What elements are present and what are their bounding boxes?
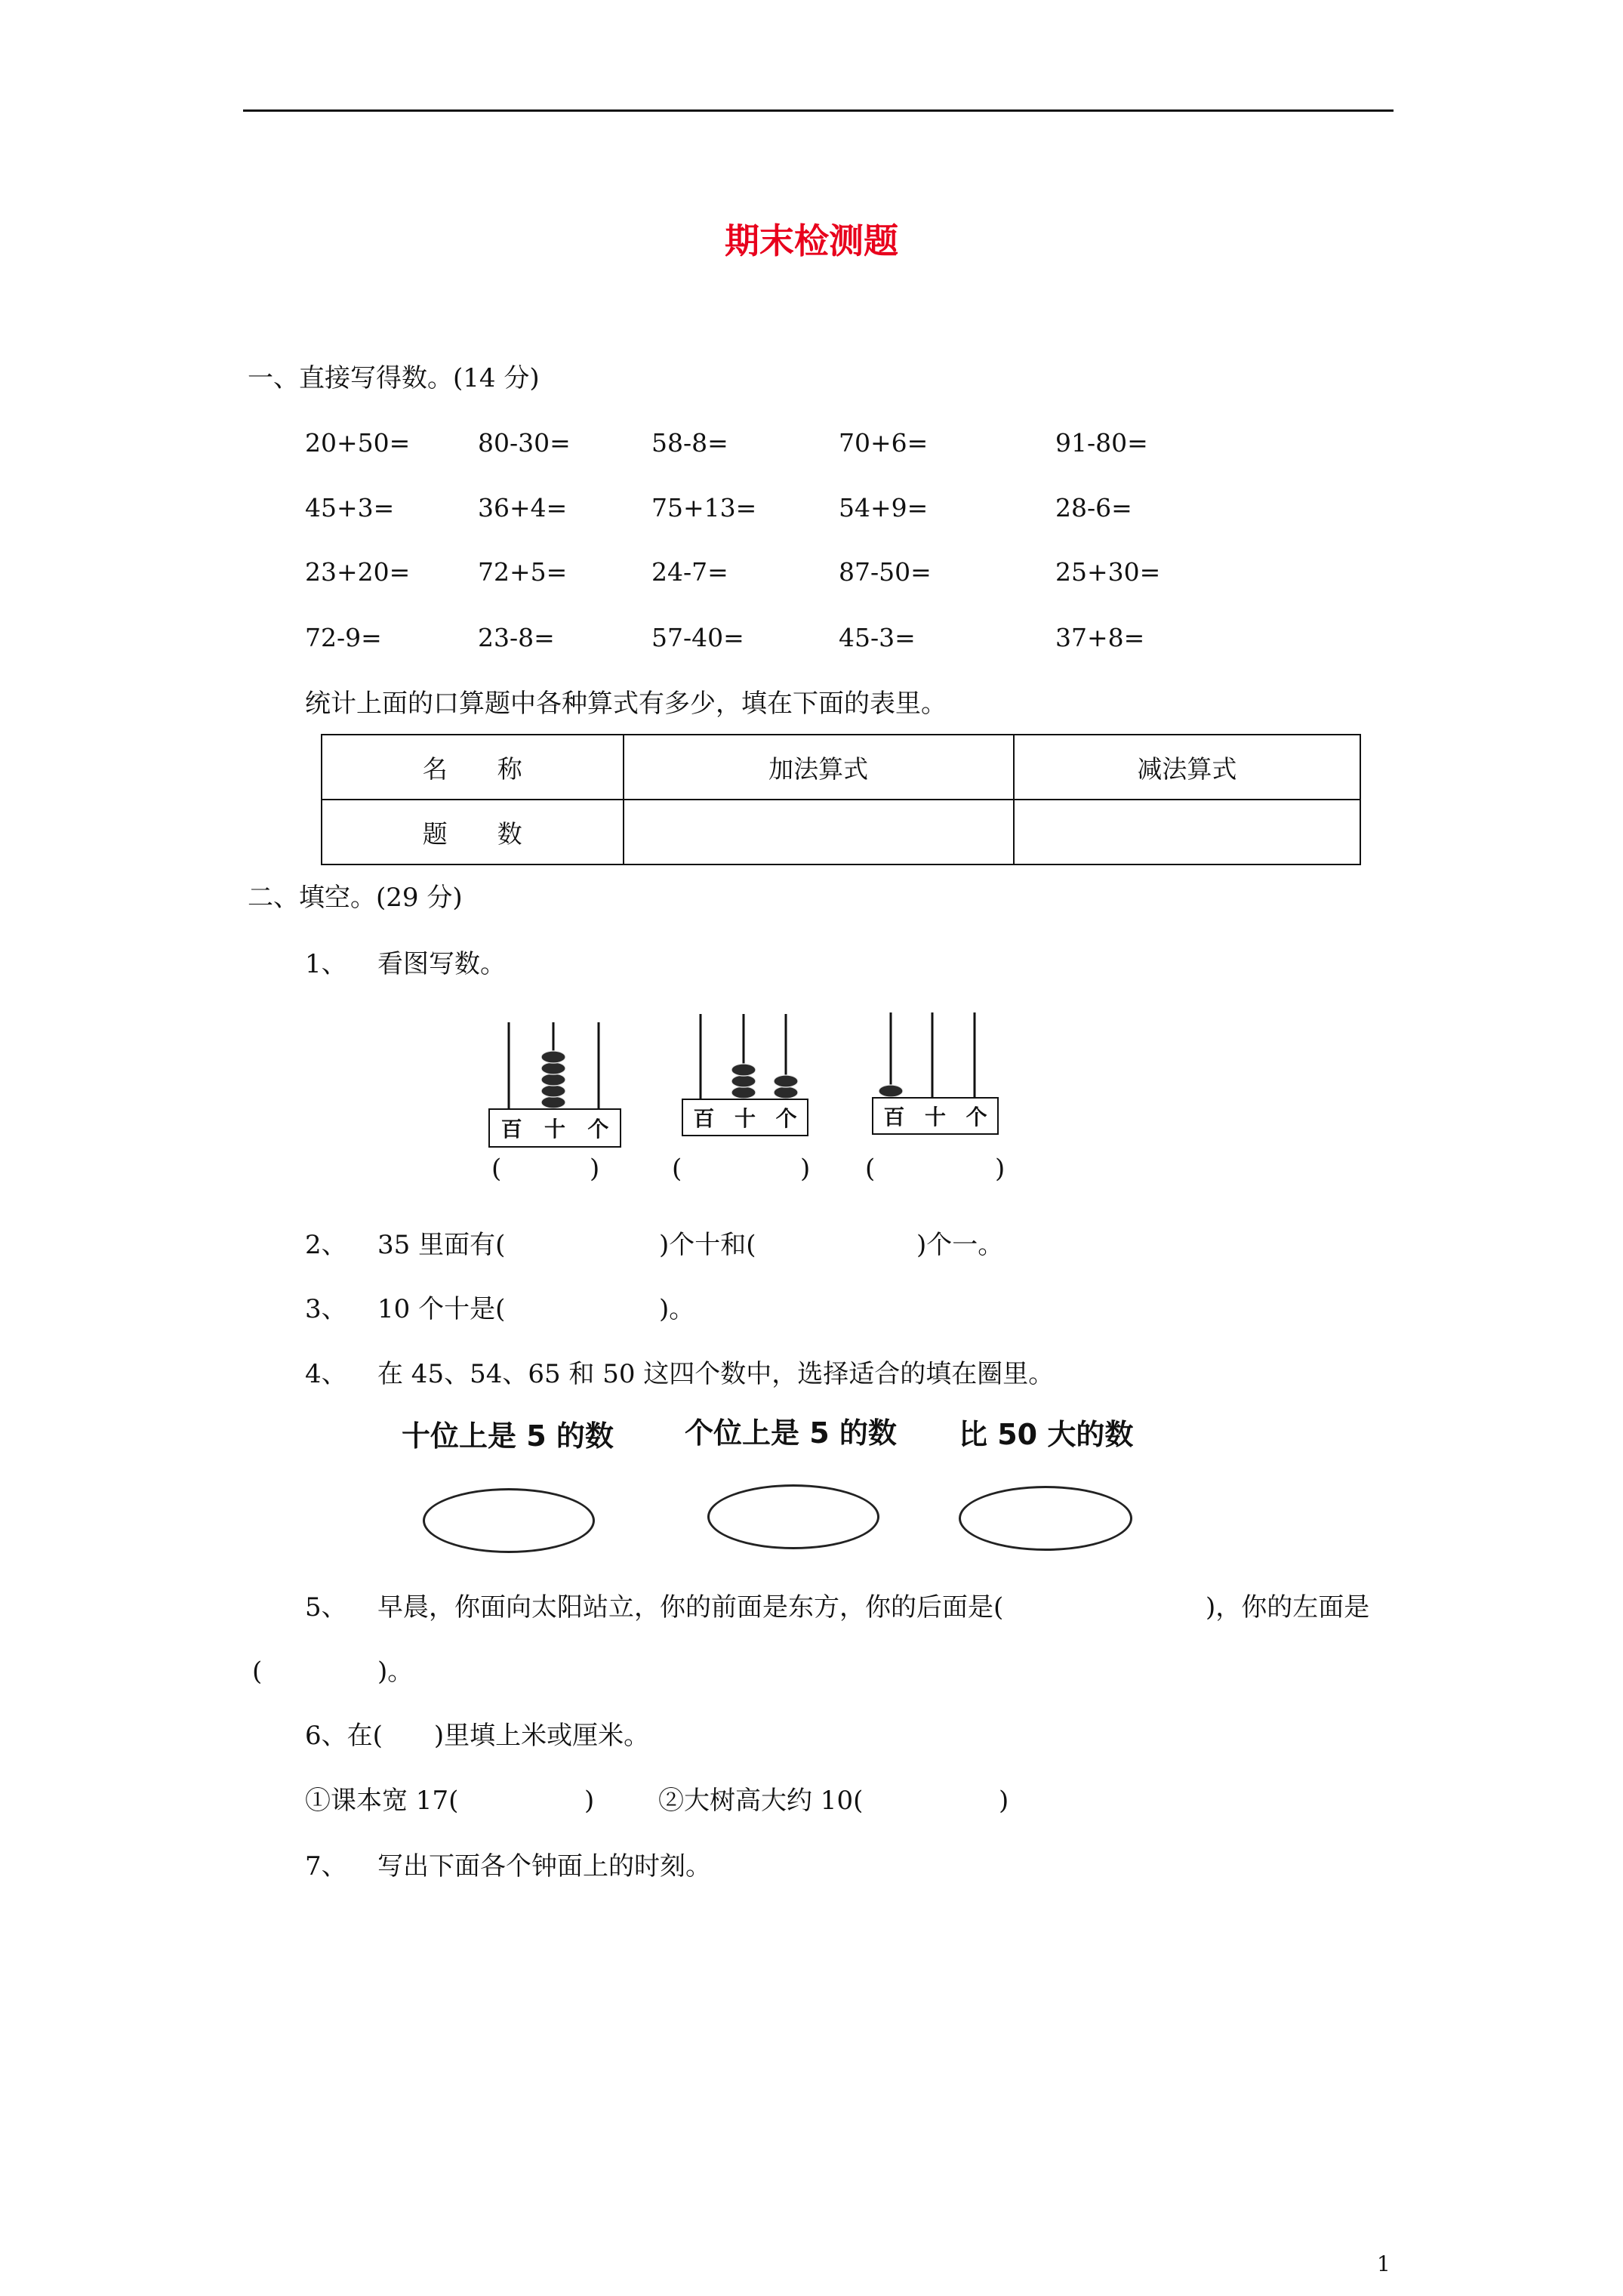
circle-label-greater-50: 比 50 大的数 [959, 1418, 1134, 1451]
abacus-bead [541, 1085, 565, 1097]
q6-item-1-close: ) [584, 1786, 595, 1816]
abacus-label-ones: 个 [587, 1117, 609, 1142]
circle-label-ones-5: 个位上是 5 的数 [685, 1416, 897, 1450]
q6-item-2-close: ) [999, 1786, 1009, 1816]
section2-heading: 二、填空。(29 分) [248, 883, 463, 913]
abacus-label-hundreds: 百 [693, 1106, 715, 1131]
q6-item-2: ②大树高大约 10( [658, 1786, 864, 1816]
abacus-label-3 [872, 1097, 999, 1135]
abacus-label-hundreds: 百 [883, 1105, 905, 1130]
abacus-label-ones: 个 [775, 1106, 797, 1131]
calc-item: 80-30= [478, 428, 571, 458]
section1-heading: 一、直接写得数。(14 分) [248, 363, 540, 393]
q2-number: 2、 [305, 1230, 347, 1260]
abacus-bead [541, 1051, 565, 1063]
q4-text: 在 45、54、65 和 50 这四个数中，选择适合的填在圈里。 [377, 1359, 1055, 1389]
answer-circle[interactable] [707, 1484, 879, 1549]
calc-item: 72-9= [305, 623, 382, 652]
q4-number: 4、 [305, 1359, 347, 1389]
page-title: 期末检测题 [725, 220, 898, 261]
q2-text-b: )个十和( [659, 1230, 756, 1260]
calc-item: 70+6= [839, 428, 929, 458]
abacus-paren-close: ) [590, 1154, 600, 1184]
abacus-label-tens: 十 [924, 1105, 946, 1130]
circle-label-tens-5: 十位上是 5 的数 [402, 1419, 614, 1453]
q7-text: 写出下面各个钟面上的时刻。 [377, 1851, 711, 1881]
answer-circle[interactable] [959, 1486, 1132, 1551]
q6-item-1: ①课本宽 17( [305, 1786, 459, 1816]
abacus-paren-open: ( [491, 1154, 502, 1184]
abacus-paren-open: ( [865, 1154, 876, 1184]
abacus-label-tens: 十 [734, 1106, 756, 1131]
calc-item: 57-40= [651, 623, 744, 652]
calc-item: 45-3= [839, 623, 916, 652]
abacus-bead [731, 1075, 756, 1087]
calc-item: 24-7= [651, 557, 728, 587]
calc-item: 23+20= [305, 557, 411, 587]
calc-item: 25+30= [1055, 557, 1161, 587]
page-number: 1 [1377, 2251, 1390, 2276]
abacus-bead [541, 1074, 565, 1086]
calc-item: 75+13= [651, 493, 757, 522]
table-header-cell: 名 称 [322, 735, 624, 800]
abacus-bead [774, 1075, 798, 1087]
calc-item: 45+3= [305, 493, 395, 522]
table-header-cell: 减法算式 [1014, 735, 1360, 800]
q5-text-c: ( [252, 1657, 263, 1687]
abacus-paren-open: ( [672, 1154, 682, 1184]
q3-text-b: )。 [659, 1294, 695, 1324]
abacus-paren-close: ) [800, 1154, 811, 1184]
q2-text-c: )个一。 [916, 1230, 1004, 1260]
q6-text: 6、在( )里填上米或厘米。 [305, 1721, 650, 1751]
calc-item: 23-8= [478, 623, 555, 652]
calc-item: 36+4= [478, 493, 568, 522]
abacus-bead [731, 1064, 756, 1076]
section1-instruction: 统计上面的口算题中各种算式有多少，填在下面的表里。 [305, 689, 947, 719]
q7-number: 7、 [305, 1851, 347, 1881]
calc-item: 72+5= [478, 557, 568, 587]
calc-item: 28-6= [1055, 493, 1132, 522]
calc-item: 87-50= [839, 557, 932, 587]
q1-text: 看图写数。 [377, 949, 506, 979]
q5-text-b: )，你的左面是 [1206, 1592, 1370, 1623]
calc-item: 37+8= [1055, 623, 1145, 652]
calc-item: 91-80= [1055, 428, 1148, 458]
abacus-bead [541, 1096, 565, 1108]
q3-text-a: 10 个十是( [377, 1294, 506, 1324]
answer-circle[interactable] [423, 1488, 595, 1553]
q1-number: 1、 [305, 949, 347, 979]
abacus-bead [879, 1085, 903, 1097]
abacus-bead [541, 1062, 565, 1074]
q5-text-d: )。 [377, 1657, 414, 1687]
abacus-label-1 [488, 1108, 621, 1148]
table-header-cell: 加法算式 [624, 735, 1014, 800]
table-cell: 题 数 [322, 800, 624, 864]
q5-text-a: 早晨，你面向太阳站立，你的前面是东方，你的后面是( [377, 1592, 1004, 1623]
calc-item: 58-8= [651, 428, 728, 458]
q2-text-a: 35 里面有( [377, 1230, 506, 1260]
abacus-label-2 [682, 1099, 808, 1136]
q3-number: 3、 [305, 1294, 347, 1324]
abacus-bead [774, 1086, 798, 1099]
calc-item: 54+9= [839, 493, 929, 522]
abacus-paren-close: ) [995, 1154, 1006, 1184]
abacus-label-ones: 个 [965, 1105, 987, 1130]
abacus-label-tens: 十 [544, 1117, 565, 1142]
calc-item: 20+50= [305, 428, 411, 458]
abacus-label-hundreds: 百 [500, 1117, 522, 1142]
abacus-bead [731, 1086, 756, 1099]
q5-number: 5、 [305, 1592, 347, 1623]
